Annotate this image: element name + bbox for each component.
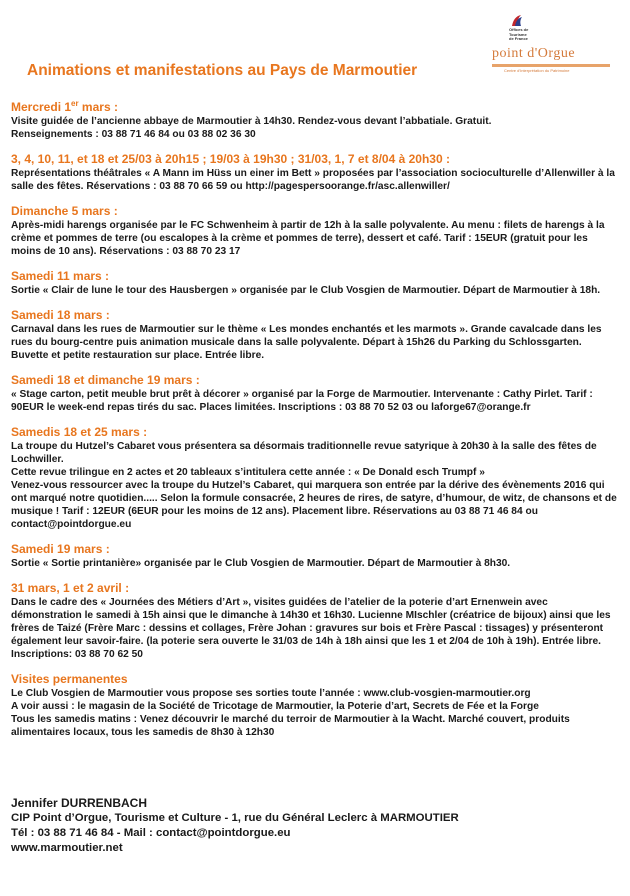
event-item: [11, 672, 617, 739]
event-item: [11, 542, 617, 570]
event-description: [11, 219, 617, 258]
event-description: [11, 388, 617, 414]
event-description-line: A voir aussi : le magasin de la Société de Tricotage de Marmoutier, la Poterie d’art, Secrets de Fée et la Forge: [11, 701, 539, 712]
event-description-line: La troupe du Hutzel’s Cabaret vous présentera sa désormais traditionnelle revue satyrique à 20h30 à la salle des fêtes de Lochwiller.: [11, 441, 597, 465]
event-description: [11, 284, 617, 297]
events-list: [11, 96, 617, 750]
event-date-heading: 3, 4, 10, 11, et 18 et 25/03 à 20h15 ; 19/03 à 19h30 ; 31/03, 1, 7 et 8/04 à 20h30 :: [11, 152, 450, 166]
logo-small-text: Offices de Tourisme de France: [509, 27, 529, 42]
website-link[interactable]: www.marmoutier.net: [11, 842, 123, 854]
event-description-line: Cette revue trilingue en 2 actes et 20 tableaux s’intitulera cette année : « De Donald esch Trumpf »: [11, 467, 485, 478]
page-title: Animations et manifestations au Pays de Marmoutier: [27, 62, 418, 79]
event-description-line: Représentations théâtrales « A Mann im Hüss un einer im Bett » proposées par l’association socioculturelle d’Allenwiller à la salle des fêtes. Réservations : 03 88 70 66 59 ou http://pagespersoorange.fr/asc.allenwiller/: [11, 168, 615, 192]
event-date-heading: Samedi 11 mars :: [11, 269, 110, 283]
event-description: [11, 115, 617, 141]
event-description: [11, 687, 617, 739]
event-item: [11, 204, 617, 258]
event-description-line: Après-midi harengs organisée par le FC Schwenheim à partir de 12h à la salle polyvalente. Au menu : filets de harengs à la crème et pommes de terre (ou escalopes à la crème et pommes de terre), dessert et café. Tarif : 15EUR (gratuit pour les moins de 10 ans). Réservations : 03 88 70 23 17: [11, 220, 605, 257]
event-description: [11, 323, 617, 362]
point-dorgue-logo: [488, 12, 614, 74]
event-item: [11, 308, 617, 362]
logo-tagline: Centre d'Interprétation du Patrimoine: [504, 68, 570, 73]
contact-details: Tél : 03 88 71 46 84 - Mail : contact@pointdorgue.eu: [11, 827, 291, 839]
event-description-line: Visite guidée de l’ancienne abbaye de Marmoutier à 14h30. Rendez-vous devant l’abbatiale. Gratuit.: [11, 116, 492, 127]
event-description-line: Le Club Vosgien de Marmoutier vous propose ses sorties toute l’année : www.club-vosgien-marmoutier.org: [11, 688, 531, 699]
logo-divider: [492, 64, 610, 67]
logo-brand: point d'Orgue: [492, 46, 576, 61]
contact-name: Jennifer DURRENBACH: [11, 796, 148, 810]
event-item: [11, 373, 617, 414]
event-date-heading: Mercredi 1er mars :: [11, 99, 118, 114]
event-description-line: Renseignements : 03 88 71 46 84 ou 03 88 02 36 30: [11, 129, 256, 140]
event-date-heading: 31 mars, 1 et 2 avril :: [11, 581, 130, 595]
event-date-heading: Visites permanentes: [11, 672, 128, 686]
event-item: [11, 269, 617, 297]
event-item: [11, 425, 617, 531]
contact-footer: [11, 796, 617, 856]
event-description-line: Sortie « Clair de lune le tour des Hausbergen » organisée par le Club Vosgien de Marmoutier. Départ de Marmoutier à 18h.: [11, 285, 601, 296]
event-item: [11, 96, 617, 141]
contact-organization: CIP Point d’Orgue, Tourisme et Culture - 1, rue du Général Leclerc à MARMOUTIER: [11, 812, 459, 824]
event-description: [11, 167, 617, 193]
event-item: [11, 152, 617, 193]
event-description-line: Tous les samedis matins : Venez découvrir le marché du terroir de Marmoutier à la Wacht. Marché couvert, produits alimentaires locaux, tous les samedis de 8h30 à 12h30: [11, 714, 570, 738]
event-date-heading: Samedi 18 mars :: [11, 308, 110, 322]
event-description-line: Venez-vous ressourcer avec la troupe du Hutzel’s Cabaret, qui marquera son entrée par la dérive des évènements 2016 qui ont marqué notre quotidien..... Selon la formule consacrée, 2 heures de rires, de satyre, d’humour, de witz, de chansons et de musique ! Tarif : 12EUR (6EUR pour les moins de 12 ans). Placement libre. Réservations au 03 88 71 46 84 ou contact@pointdorgue.eu: [11, 480, 617, 530]
event-date-heading: Samedis 18 et 25 mars :: [11, 425, 148, 439]
event-description-line: Dans le cadre des « Journées des Métiers d’Art », visites guidées de l’atelier de la poterie d’art Ernenwein avec démonstration le samedi à 15h ainsi que le dimanche à 14h30 et 16h30. Lucienne MIschler (créatrice de bijoux) ainsi que les frères de Taizé (Frère Marc : dessins et collages, Frère Johan : gravures sur bois et Frère Pascal : tissages) y présenteront également leur savoir-faire. (la poterie sera ouverte le 31/03 de 14h à 18h ainsi que les 1 et 2/04 de 10h à 19h). Entrée libre. Inscriptions: 03 88 70 62 50: [11, 597, 611, 660]
event-description: [11, 557, 617, 570]
event-item: [11, 581, 617, 661]
event-date-heading: Dimanche 5 mars :: [11, 204, 118, 218]
event-description: [11, 596, 617, 661]
event-description-line: Sortie « Sortie printanière» organisée par le Club Vosgien de Marmoutier. Départ de Marmoutier à 8h30.: [11, 558, 511, 569]
event-date-heading: Samedi 19 mars :: [11, 542, 110, 556]
event-date-heading: Samedi 18 et dimanche 19 mars :: [11, 373, 200, 387]
event-description: [11, 440, 617, 531]
tourism-flag-icon: [510, 14, 524, 28]
event-description-line: Carnaval dans les rues de Marmoutier sur le thème « Les mondes enchantés et les marmots ». Grande cavalcade dans les rues du bourg-centre puis animation musicale dans la salle polyvalente. Départ à 15h26 du Parking du Schlossgarten. Buvette et petite restauration sur place. Entrée libre.: [11, 324, 602, 361]
event-description-line: « Stage carton, petit meuble brut prêt à décorer » organisé par la Forge de Marmoutier. Intervenante : Cathy Pirlet. Tarif : 90EUR le week-end repas tirés du sac. Places limitées. Inscriptions : 03 88 70 52 03 ou laforge67@orange.fr: [11, 389, 593, 413]
